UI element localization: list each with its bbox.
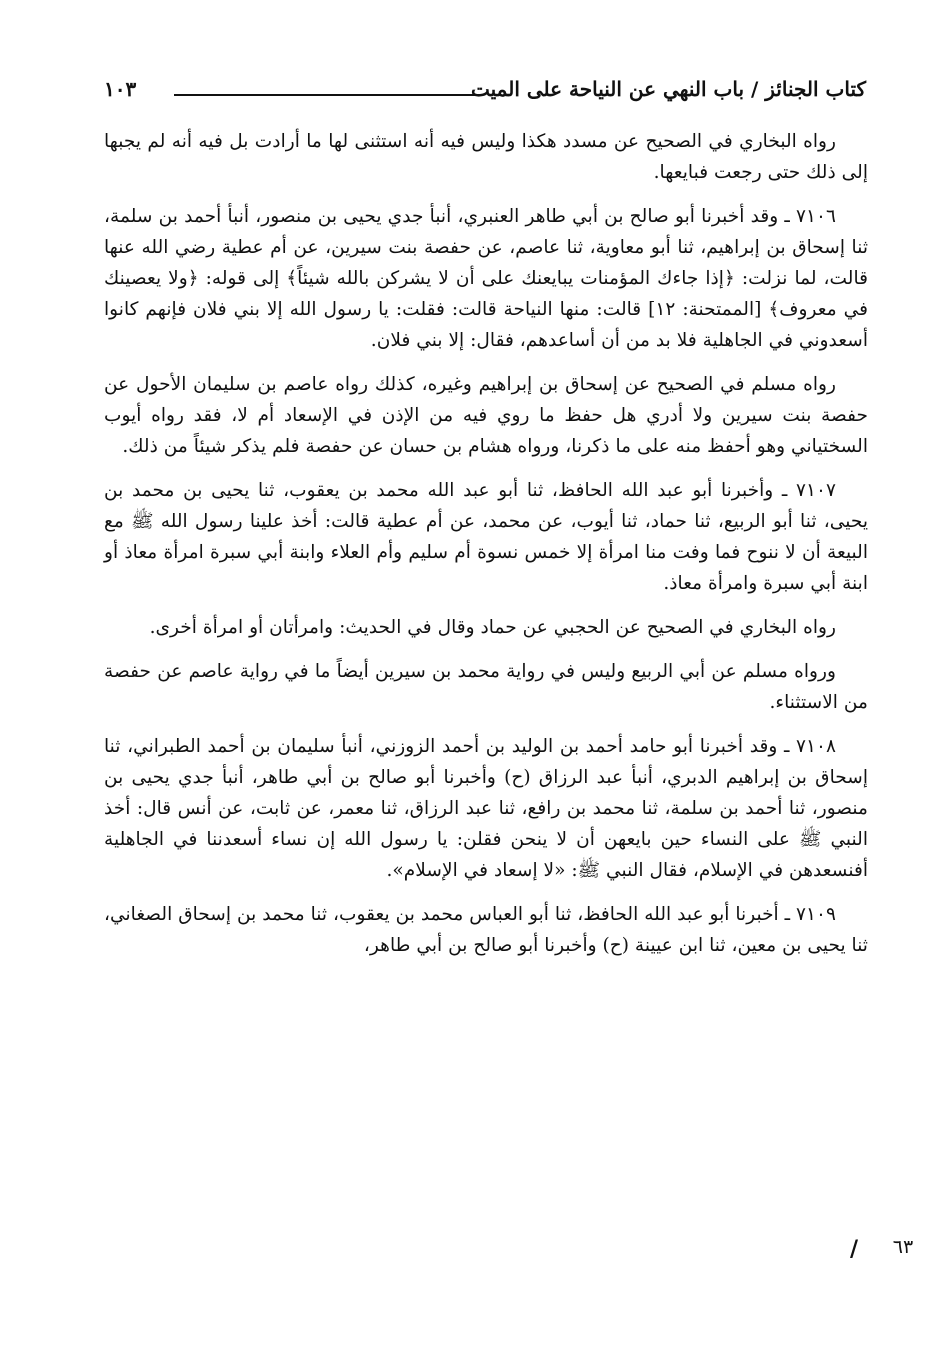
running-title: كتاب الجنائز / باب النهي عن النياحة على الميت	[470, 77, 866, 101]
paragraph-hadith-7108: ٧١٠٨ ـ وقد أخبرنا أبو حامد أحمد بن الوليد بن أحمد الزوزني، أنبأ سليمان بن أحمد الطبراني، ثنا إسحاق بن إبراهيم الدبري، أنبأ عبد الرزاق (ح) وأخبرنا أبو صالح بن أبي طاهر، أنبأ جدي يحيى بن منصور، ثنا أحمد بن سلمة، ثنا محمد بن رافع، ثنا عبد الرزاق، ثنا معمر، عن ثابت، عن أنس قال: أخذ النبي ﷺ على النساء حين بايعهن أن لا ينحن فقلن: يا رسول الله إن نساء أسعدننا في الجاهلية أفنسعدهن في الإسلام، فقال النبي ﷺ: «لا إسعاد في الإسلام».	[104, 736, 868, 881]
paragraph-hadith-7106: ٧١٠٦ ـ وقد أخبرنا أبو صالح بن أبي طاهر العنبري، أنبأ جدي يحيى بن منصور، أنبأ أحمد بن سلمة، ثنا إسحاق بن إبراهيم، ثنا أبو معاوية، ثنا عاصم، عن حفصة بنت سيرين، عن أم عطية رضي الله عنها قالت، لما نزلت: ﴿إذا جاءك المؤمنات يبايعنك على أن لا يشركن بالله شيئاً﴾ إلى قوله: ﴿ولا يعصينك في معروف﴾ [الممتحنة: ١٢] قالت: منها النياحة قالت: فقلت: يا رسول الله إلا بني فلان فإنهم كانوا أسعدوني في الجاهلية فلا بد من أن أساعدهم، فقال: إلا بني فلان.	[104, 206, 868, 351]
page-body	[104, 126, 868, 974]
paragraph-5: رواه البخاري في الصحيح عن الحجبي عن حماد وقال في الحديث: وامرأتان أو امرأة أخرى.	[149, 617, 836, 638]
margin-mark: /	[849, 1236, 858, 1262]
page-header	[104, 74, 866, 110]
paragraph-hadith-7109: ٧١٠٩ ـ أخبرنا أبو عبد الله الحافظ، ثنا أبو العباس محمد بن يعقوب، ثنا محمد بن إسحاق الصغاني، ثنا يحيى بن معين، ثنا ابن عيينة (ح) وأخبرنا أبو صالح بن أبي طاهر،	[104, 904, 868, 956]
paragraph-hadith-7107: ٧١٠٧ ـ وأخبرنا أبو عبد الله الحافظ، ثنا أبو عبد الله محمد بن يعقوب، ثنا يحيى بن محمد بن يحيى، ثنا أبو الربيع، ثنا حماد، ثنا أيوب، عن محمد، عن أم عطية قالت: أخذ علينا رسول الله ﷺ مع البيعة أن لا ننوح فما وفت منا امرأة إلا خمس نسوة أم سليم وأم العلاء وابنة أبي سبرة امرأة معاذ أو ابنة أبي سبرة وامرأة معاذ.	[104, 480, 868, 594]
paragraph-3: رواه مسلم في الصحيح عن إسحاق بن إبراهيم وغيره، كذلك رواه عاصم بن سليمان الأحول عن حفصة بنت سيرين ولا أدري هل حفظ ما روي فيه من الإذن في الإسعاد أم لا، فقد رواه أيوب السختياني وهو أحفظ منه على ما ذكرنا، ورواه هشام بن حسان عن حفصة فلم يذكر شيئاً من ذلك.	[104, 374, 868, 457]
margin-note-number: ٦٣	[892, 1236, 914, 1258]
page-number: ١٠٣	[104, 77, 137, 101]
paragraph-1: رواه البخاري في الصحيح عن مسدد هكذا وليس فيه أنه استثنى لها ما أرادت بل فيه أنه لم يجبها إلى ذلك حتى رجعت فبايعها.	[104, 131, 868, 183]
header-rule	[174, 94, 482, 96]
paragraph-6: ورواه مسلم عن أبي الربيع وليس في رواية محمد بن سيرين أيضاً ما في رواية عاصم عن حفصة من الاستثناء.	[104, 661, 868, 713]
